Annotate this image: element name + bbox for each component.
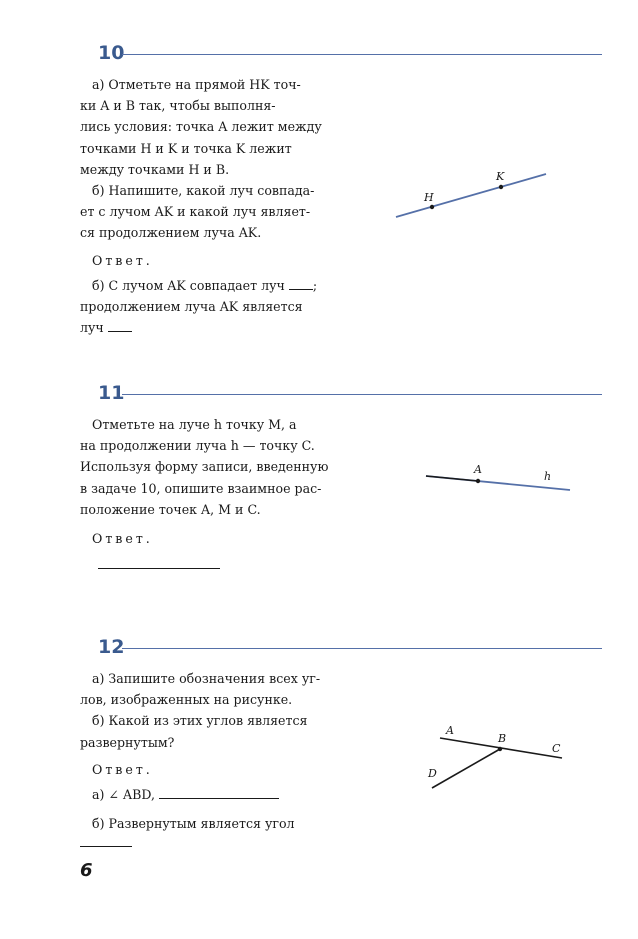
answer-label: Ответ. <box>92 252 153 268</box>
task-line: Отметьте на луче h точку M, а <box>92 417 297 432</box>
label-c: C <box>552 742 561 755</box>
point-h <box>430 205 434 209</box>
label-k: K <box>496 170 505 183</box>
header-rule <box>122 394 602 395</box>
answer-blank[interactable] <box>80 846 132 847</box>
task-10-header <box>80 44 602 66</box>
label-a: A <box>474 463 482 476</box>
task-line: ет с лучом AK и какой луч являет- <box>80 204 311 220</box>
task-line: в задаче 10, опишите взаимное рас- <box>80 480 322 496</box>
label-a: A <box>446 724 454 737</box>
task-line: лов, изображенных на рисунке. <box>80 692 293 708</box>
task-line: ки A и B так, чтобы выполня- <box>80 98 276 114</box>
task-10-text <box>80 74 370 338</box>
ray-bd <box>432 749 500 788</box>
page-number: 6 <box>80 860 93 881</box>
header-rule <box>122 54 602 55</box>
task-line: Используя форму записи, введенную <box>80 459 329 475</box>
answer-line: б) Развернутым является угол <box>92 816 295 832</box>
answer-blank[interactable] <box>159 788 279 799</box>
task-line: между точками H и B. <box>80 161 230 177</box>
task-number: 10 <box>98 42 125 64</box>
task-line: а) Запишите обозначения всех уг- <box>92 671 321 686</box>
answer-text: а) ∠ ABD, <box>92 787 155 803</box>
answer-blank[interactable] <box>98 568 220 569</box>
task-line: положение точек A, M и C. <box>80 501 261 517</box>
label-h: H <box>424 191 434 204</box>
answer-line <box>80 275 370 296</box>
task-12-header <box>80 638 602 660</box>
ray-h-figure <box>420 462 580 502</box>
label-b: B <box>498 732 507 745</box>
answer-line <box>80 784 370 805</box>
answer-text-end: ; <box>312 277 318 293</box>
point-k <box>499 185 503 189</box>
task-line: ся продолжением луча AK. <box>80 225 262 241</box>
line-hk <box>396 174 546 217</box>
answer-line <box>80 317 370 338</box>
answer-blank[interactable] <box>108 321 132 332</box>
line-hk-figure <box>390 160 560 230</box>
task-line: лись условия: точка A лежит между <box>80 119 322 135</box>
point-a <box>476 479 480 483</box>
task-number: 11 <box>98 382 125 404</box>
task-number: 12 <box>98 636 125 658</box>
task-line: а) Отметьте на прямой HK точ- <box>92 77 301 92</box>
answer-text: б) С лучом AK совпадает луч <box>92 277 285 293</box>
task-line: развернутым? <box>80 734 175 750</box>
point-b <box>498 747 502 751</box>
answer-blank[interactable] <box>289 279 313 290</box>
label-h: h <box>544 470 552 483</box>
task-line: на продолжении луча h — точку C. <box>80 438 315 454</box>
task-line: точками H и K и точка K лежит <box>80 140 292 156</box>
task-11-text <box>80 414 370 549</box>
task-12-text <box>80 668 370 834</box>
answer-line: продолжением луча AK является <box>80 299 303 315</box>
answer-label: Ответ. <box>92 761 153 777</box>
header-rule <box>122 648 602 649</box>
task-line: б) Какой из этих углов является <box>92 713 308 729</box>
label-d: D <box>428 767 437 780</box>
angle-figure <box>420 720 570 800</box>
task-line: б) Напишите, какой луч совпада- <box>92 183 315 199</box>
task-11-header <box>80 384 602 406</box>
ray-extension <box>426 476 478 481</box>
answer-text: луч <box>80 320 104 336</box>
answer-label: Ответ. <box>92 531 153 547</box>
